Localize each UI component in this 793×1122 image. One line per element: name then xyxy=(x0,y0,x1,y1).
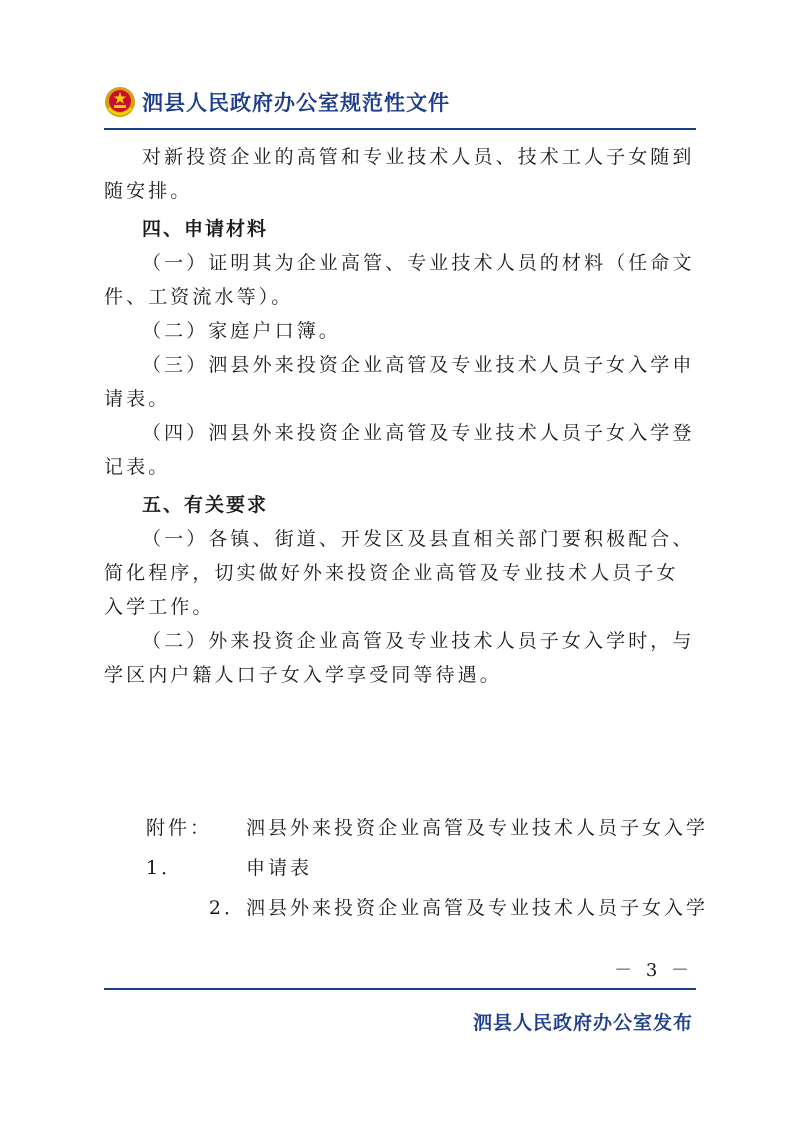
paragraph-arrangement: 对新投资企业的高管和专业技术人员、技术工人子女随到随安排。 xyxy=(104,146,695,202)
attachments-list xyxy=(146,808,709,928)
national-emblem-icon xyxy=(104,86,136,118)
attachment-title: 泗县外来投资企业高管及专业技术人员子女入学 xyxy=(246,897,709,919)
document-header xyxy=(104,84,450,120)
footer-divider xyxy=(104,988,696,990)
section-heading-materials: 四、申请材料 xyxy=(142,218,269,240)
attachments-label: 附件： xyxy=(146,817,213,839)
requirement-item-2: （二）外来投资企业高管及专业技术人员子女入学时，与学区内户籍人口子女入学享受同等待遇。 xyxy=(104,630,695,686)
page-number: － 3 － xyxy=(614,960,693,981)
attachment-title-continued: 申请表 xyxy=(246,857,313,879)
footer-publisher: 泗县人民政府办公室发布 xyxy=(472,1012,693,1034)
header-title: 泗县人民政府办公室规范性文件 xyxy=(142,91,450,115)
material-item-2: （二）家庭户口簿。 xyxy=(142,320,341,342)
attachment-item-1-continued xyxy=(146,848,706,888)
attachment-title: 泗县外来投资企业高管及专业技术人员子女入学 xyxy=(246,817,709,839)
section-heading-requirements: 五、有关要求 xyxy=(142,494,269,516)
material-item-1: （一）证明其为企业高管、专业技术人员的材料（任命文件、工资流水等）。 xyxy=(104,252,695,308)
document-body xyxy=(104,140,696,692)
attachment-number: 2． xyxy=(208,897,246,919)
material-item-4: （四）泗县外来投资企业高管及专业技术人员子女入学登记表。 xyxy=(104,422,695,478)
header-divider xyxy=(104,128,696,130)
attachment-item-2 xyxy=(146,888,709,928)
requirement-item-1: （一）各镇、街道、开发区及县直相关部门要积极配合、简化程序，切实做好外来投资企业高管及专业技术人员子女入学工作。 xyxy=(104,528,695,618)
material-item-3: （三）泗县外来投资企业高管及专业技术人员子女入学申请表。 xyxy=(104,354,695,410)
attachment-number: 1． xyxy=(146,857,184,879)
